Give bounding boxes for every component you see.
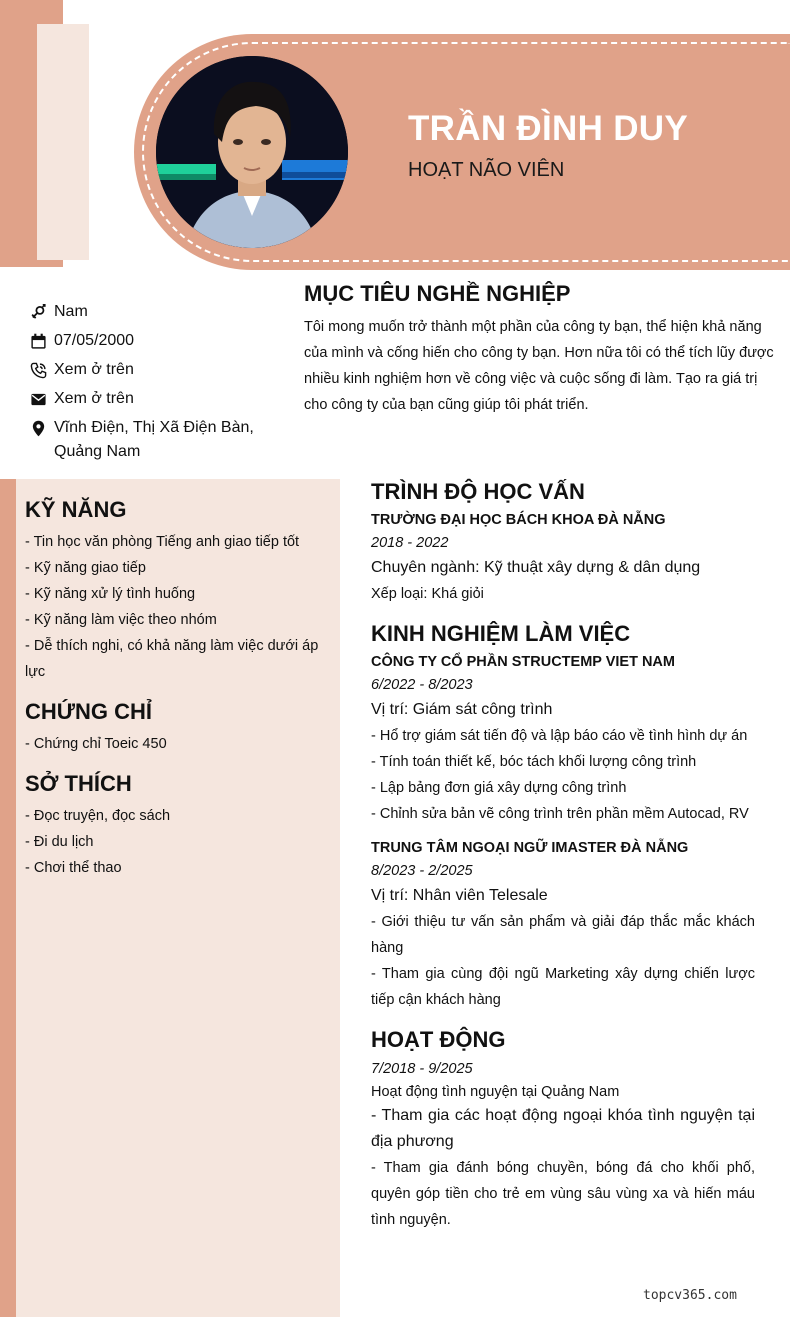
job-duty: - Hổ trợ giám sát tiến độ và lập báo cáo về tình hình dự án bbox=[371, 728, 748, 744]
job-position: Vị trí: Giám sát công trình bbox=[371, 701, 553, 718]
education-title: TRÌNH ĐỘ HỌC VẤN bbox=[371, 479, 585, 504]
job-duty: - Tham gia cùng đội ngũ Marketing xây dựng chiến lược tiếp cận khách hàng bbox=[371, 966, 755, 1008]
contact-email bbox=[28, 387, 288, 411]
activities-title: HOẠT ĐỘNG bbox=[371, 1027, 506, 1052]
job-duty: - Lập bảng đơn giá xây dựng công trình bbox=[371, 780, 627, 796]
candidate-name: TRẦN ĐÌNH DUY bbox=[408, 109, 689, 148]
right-column bbox=[371, 479, 755, 1233]
job-duty: - Chỉnh sửa bản vẽ công trình trên phần mềm Autocad, RV bbox=[371, 806, 749, 822]
skill-item: - Tin học văn phòng Tiếng anh giao tiếp tốt bbox=[25, 534, 300, 550]
education-major: Chuyên ngành: Kỹ thuật xây dựng & dân dụng bbox=[371, 559, 701, 576]
skill-item: - Dễ thích nghi, có khả năng làm việc dưới áp lực bbox=[25, 638, 319, 680]
gender-icon bbox=[28, 300, 48, 324]
objective-title: MỤC TIÊU NGHỀ NGHIỆP bbox=[304, 281, 571, 306]
phone-icon bbox=[28, 358, 48, 382]
job-period: 6/2022 - 8/2023 bbox=[371, 677, 473, 693]
hobby-item: - Chơi thể thao bbox=[25, 860, 122, 876]
skill-item: - Kỹ năng giao tiếp bbox=[25, 560, 146, 576]
email-icon bbox=[28, 387, 48, 411]
activities-org: Hoạt động tình nguyện tại Quảng Nam bbox=[371, 1084, 620, 1100]
skill-item: - Kỹ năng xử lý tình huống bbox=[25, 586, 196, 602]
skills-title: KỸ NĂNG bbox=[25, 497, 127, 522]
left-column-stripe bbox=[0, 479, 16, 1317]
footer-brand: topcv365.com bbox=[643, 1288, 737, 1303]
contact-info bbox=[28, 300, 288, 469]
activity-item: - Tham gia các hoạt động ngoại khóa tình nguyện tại địa phương bbox=[371, 1107, 755, 1150]
objective-section bbox=[304, 281, 774, 418]
left-column bbox=[25, 497, 325, 881]
job-period: 8/2023 - 2/2025 bbox=[371, 863, 473, 879]
job-company: CÔNG TY CỔ PHẦN STRUCTEMP VIET NAM bbox=[371, 654, 675, 670]
contact-birthday bbox=[28, 329, 288, 353]
hobby-item: - Đọc truyện, đọc sách bbox=[25, 808, 171, 824]
contact-email-value: Xem ở trên bbox=[54, 390, 134, 407]
contact-address bbox=[28, 416, 288, 464]
job-duty: - Tính toán thiết kế, bóc tách khối lượng công trình bbox=[371, 754, 697, 770]
education-school: TRƯỜNG ĐẠI HỌC BÁCH KHOA ĐÀ NẴNG bbox=[371, 512, 666, 528]
location-icon bbox=[28, 416, 48, 440]
skill-item: - Kỹ năng làm việc theo nhóm bbox=[25, 612, 217, 628]
candidate-role: HOẠT NÃO VIÊN bbox=[408, 159, 565, 181]
header-left-bar-inner bbox=[37, 24, 89, 260]
objective-text: Tôi mong muốn trở thành một phần của công ty bạn, thể hiện khả năng của mình và cống hiến cho công ty bạn. Hơn nữa tôi có thể tích lũy được nhiều kinh nghiệm hơn về công việc và cuộc sống đi làm. Tạo ra giá trị cho công ty của bạn cũng giúp tôi phát triển. bbox=[304, 319, 774, 413]
certificates-title: CHỨNG CHỈ bbox=[25, 699, 153, 724]
certificate-item: - Chứng chỉ Toeic 450 bbox=[25, 736, 167, 752]
hobbies-title: SỞ THÍCH bbox=[25, 771, 132, 796]
calendar-icon bbox=[28, 329, 48, 353]
activity-item: - Tham gia đánh bóng chuyền, bóng đá cho khối phố, quyên góp tiền cho trẻ em vùng sâu vùng xa và hiến máu tình nguyện. bbox=[371, 1160, 755, 1228]
activities-period: 7/2018 - 9/2025 bbox=[371, 1061, 473, 1077]
experience-title: KINH NGHIỆM LÀM VIỆC bbox=[371, 621, 631, 646]
hobby-item: - Đi du lịch bbox=[25, 834, 94, 850]
contact-gender-value: Nam bbox=[54, 303, 88, 320]
education-grade: Xếp loại: Khá giỏi bbox=[371, 586, 484, 602]
contact-birthday-value: 07/05/2000 bbox=[54, 332, 135, 349]
contact-phone-value: Xem ở trên bbox=[54, 361, 134, 378]
avatar-photo bbox=[156, 56, 348, 248]
job-company: TRUNG TÂM NGOẠI NGỮ IMASTER ĐÀ NẴNG bbox=[371, 840, 689, 856]
contact-gender bbox=[28, 300, 288, 324]
contact-address-value: Vĩnh Điện, Thị Xã Điện Bàn, Quảng Nam bbox=[54, 419, 254, 460]
contact-phone bbox=[28, 358, 288, 382]
job-position: Vị trí: Nhân viên Telesale bbox=[371, 887, 548, 904]
avatar bbox=[156, 56, 348, 248]
job-duty: - Giới thiệu tư vấn sản phẩm và giải đáp thắc mắc khách hàng bbox=[371, 914, 755, 956]
education-period: 2018 - 2022 bbox=[371, 535, 449, 551]
